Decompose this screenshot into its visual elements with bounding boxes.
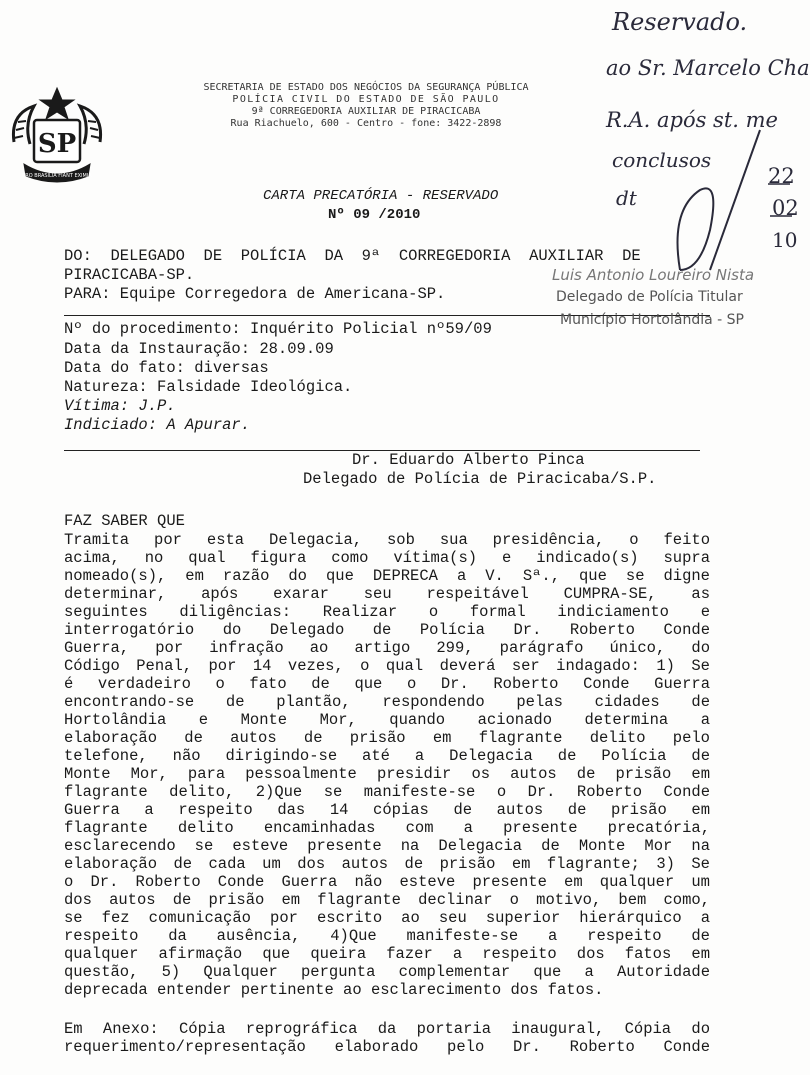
body-line: Monte Mor, para pessoalmente presidir os autos de prisão em [64,765,710,783]
body-line: encontrando-se de plantão, respondendo pelas cidades de [64,693,710,711]
body-line: Hortolândia e Monte Mor, quando acionado determina a [64,711,710,729]
stamp-location: Município Hortolândia - SP [560,312,744,328]
body-line: respeito da ausência, 4)Que manifeste-se a respeito de [64,927,710,945]
body-line: Código Penal, por 14 vezes, o qual deverá ser indagado: 1) Se [64,657,710,675]
handwriting-date-year: 10 [772,228,798,252]
nature: Natureza: Falsidade Ideológica. [64,378,353,396]
handwriting-reservado: Reservado. [612,8,748,36]
body-line: elaboração de cada um dos autos de prisão em flagrante; 3) Se [64,855,710,873]
fact-date: Data do fato: diversas [64,359,269,377]
document-title: CARTA PRECATÓRIA - RESERVADO [263,188,499,204]
header-address: Rua Riachuelo, 600 - Centro - fone: 3422-2898 [230,118,502,129]
annex-line: Em Anexo: Cópia reprográfica da portaria inaugural, Cópia do [64,1020,710,1038]
body-line: telefone, não dirigindo-se até a Delegacia de Polícia de [64,747,710,765]
body-line: qualquer afirmação que queira fazer a respeito dos fatos em [64,945,710,963]
handwriting-date-month: 02 [772,196,799,220]
to-line: PARA: Equipe Corregedora de Americana-SP. [64,285,446,303]
handwriting-conclusos: conclusos [612,148,712,172]
header-corregedoria: 9ª CORREGEDORIA AUXILIAR DE PIRACICABA [251,106,481,117]
from-line-2: PIRACICABA-SP. [64,266,195,284]
body-line: elaboração de autos de prisão em flagrante delito pelo [64,729,710,747]
annex-line: requerimento/representação elaborado pelo Dr. Roberto Conde [64,1038,710,1056]
victim: Vítima: J.P. [64,397,176,415]
header-policia-civil: POLÍCIA CIVIL DO ESTADO DE SÃO PAULO [232,94,500,105]
stamp-role: Delegado de Polícia Titular [556,289,743,305]
body-line: nomeado(s), em razão do que DEPRECA a V. Sª., que se digne [64,567,710,585]
header-secretaria: SECRETARIA DE ESTADO DOS NEGÓCIOS DA SEGURANÇA PÚBLICA [203,82,529,93]
body-line: questão, 5) Qualquer pergunta complementar que a Autoridade [64,963,710,981]
body-line: dos autos de prisão em flagrante declinar o motivo, bem como, [64,891,710,909]
handwriting-instruction: R.A. após st. me [606,108,778,132]
indicted: Indiciado: A Apurar. [64,416,251,434]
instauracao-date: Data da Instauração: 28.09.09 [64,340,334,358]
handwriting-recipient: ao Sr. Marcelo Cha [606,56,810,80]
body-line: Guerra a respeito das 14 cópias de autos de prisão em [64,801,710,819]
body-line: determinar, após exarar seu respeitável CUMPRA-SE, as [64,585,710,603]
stamp-name: Luis Antonio Loureiro Nista [552,266,755,284]
body-line: seguintes diligências: Realizar o formal indiciamento e [64,603,710,621]
seal-letters: SP [37,129,77,159]
seal-motto: PRO BRASILIA FIANT EXIMIA [22,173,92,179]
from-line-1: DO: DELEGADO DE POLÍCIA DA 9ª CORREGEDORIA AUXILIAR DE [64,247,641,265]
document-number: Nº 09 /2010 [328,207,421,223]
body-line: esclarecendo se esteve presente na Delegacia de Monte Mor na [64,837,710,855]
signer-role: Delegado de Polícia de Piracicaba/S.P. [303,470,657,488]
body-line: o Dr. Roberto Conde Guerra não esteve presente em qualquer um [64,873,710,891]
body-line: flagrante delito, 2)Que se manifeste-se o Dr. Roberto Conde [64,783,710,801]
handwriting-date-day: 22 [768,164,795,188]
coat-of-arms-seal [4,84,110,188]
handwritten-signature [640,120,800,280]
signer-name: Dr. Eduardo Alberto Pinca [352,451,585,469]
body-line: deprecada entender pertinente ao esclarecimento dos fatos. [64,981,604,999]
body-line: é verdadeiro o fato de que o Dr. Roberto Conde Guerra [64,675,710,693]
body-line: Guerra, por infração ao artigo 299, parágrafo único, do [64,639,710,657]
body-line: interrogatório do Delegado de Polícia Dr. Roberto Conde [64,621,710,639]
handwriting-dt: dt [616,186,637,210]
body-line: Tramita por esta Delegacia, sob sua presidência, o feito [64,531,710,549]
body-line: se fez comunicação por escrito ao seu superior hierárquico a [64,909,710,927]
procedure-number: Nº do procedimento: Inquérito Policial nº59/09 [64,320,492,338]
body-line: acima, no qual figura como vítima(s) e indicado(s) supra [64,549,710,567]
faz-saber-que: FAZ SABER QUE [64,512,185,530]
body-line: flagrante delito encaminhadas com a presente precatória, [64,819,710,837]
